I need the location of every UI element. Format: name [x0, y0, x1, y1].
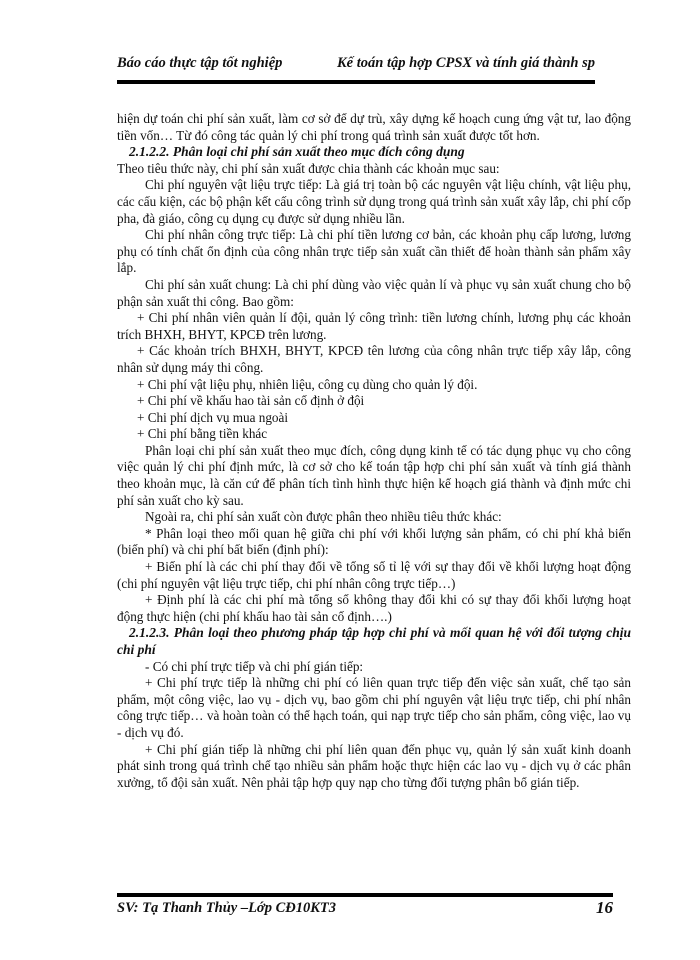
page-number: 16 — [596, 898, 613, 917]
header-rule — [117, 80, 595, 84]
list-item: + Chi phí gián tiếp là những chi phí liên quan đến phục vụ, quản lý sản xuất kinh doanh phát sinh trong quá trình chế tạo nhiều sản phẩm hoặc thực hiện các lao vụ - dịch vụ ở các phân xưởng, tổ đội sản xuất. Nên phải tập hợp quy nạp cho từng đối tượng phân bổ gián tiếp. — [117, 741, 631, 790]
section-heading-2-1-2-3: 2.1.2.3. Phân loại theo phương pháp tập hợp chi phí và mối quan hệ với đối tượng chịu chi phí — [117, 625, 631, 657]
paragraph: - Có chi phí trực tiếp và chi phí gián tiếp: — [145, 658, 364, 674]
page-body — [117, 111, 631, 791]
page-header — [117, 55, 595, 75]
list-item: + Biến phí là các chi phí thay đổi về tổng số tỉ lệ với sự thay đổi về khối lượng hoạt động (chi phí nguyên vật liệu trực tiếp, chi phí nhân công trực tiếp…) — [117, 559, 631, 591]
list-item: + Chi phí bằng tiền khác — [137, 426, 268, 442]
header-topic-title: Kế toán tập hợp CPSX và tính giá thành sp — [337, 55, 595, 71]
section-heading-2-1-2-2: 2.1.2.2. Phân loại chi phí sản xuất theo mục đích công dụng — [129, 144, 465, 160]
paragraph: Theo tiêu thức này, chi phí sản xuất được chia thành các khoản mục sau: — [117, 160, 500, 176]
paragraph: hiện dự toán chi phí sản xuất, làm cơ sở để dự trù, xây dựng kế hoạch cung ứng vật tư, lao động tiền vốn… Từ đó công tác quản lý chi phí trong quá trình sản xuất được tốt hơn. — [117, 111, 631, 143]
list-item: + Chi phí vật liệu phụ, nhiên liệu, công cụ dùng cho quản lý đội. — [137, 376, 478, 392]
paragraph: Ngoài ra, chi phí sản xuất còn được phân theo nhiều tiêu thức khác: — [145, 509, 502, 525]
paragraph: Phân loại chi phí sản xuất theo mục đích, công dụng kinh tế có tác dụng phục vụ cho công việc quản lý chi phí định mức, là cơ sở cho kế toán tập hợp chi phí sản xuất và tính giá thành theo khoản mục, là căn cứ để phân tích tình hình thực hiện kế hoạch giá thành và định mức chi phí sản xuất cho kỳ sau. — [117, 442, 631, 508]
footer-rule — [117, 893, 613, 897]
paragraph: Chi phí sản xuất chung: Là chi phí dùng vào việc quản lí và phục vụ sản xuất chung cho bộ phận sản xuất thi công. Bao gồm: — [117, 276, 631, 309]
list-item: + Chi phí nhân viên quản lí đội, quản lý công trình: tiền lương chính, lương phụ các khoản trích BHXH, BHYT, KPCĐ trên lương. — [117, 310, 631, 342]
list-item: + Các khoản trích BHXH, BHYT, KPCĐ tên lương của công nhân trực tiếp xây lắp, công nhân sử dụng máy thi công. — [117, 343, 631, 375]
footer-student-info: SV: Tạ Thanh Thủy –Lớp CĐ10KT3 — [117, 900, 337, 916]
paragraph: * Phân loại theo mối quan hệ giữa chi phí với khối lượng sản phẩm, có chi phí khả biến (biến phí) và chi phí bất biến (định phí): — [117, 525, 631, 558]
page-footer — [117, 900, 613, 920]
list-item: + Chi phí về khấu hao tài sản cố định ở đội — [137, 393, 365, 409]
list-item: + Chi phí trực tiếp là những chi phí có liên quan trực tiếp đến việc sản xuất, chế tạo sản phẩm, một công việc, lao vụ - dịch vụ, bao gồm chi phí nguyên vật liệu trực tiếp, chi phí nhân công trực tiếp… và hoàn toàn có thể hạch toán, qui nạp trực tiếp cho sản phẩm, công việc, lao vụ - dịch vụ đó. — [117, 675, 631, 740]
list-item: + Định phí là các chi phí mà tổng số không thay đổi khi có sự thay đổi khối lượng hoạt động thực hiện (chi phí khấu hao tài sản cố định….) — [117, 592, 631, 624]
paragraph: Chi phí nhân công trực tiếp: Là chi phí tiền lương cơ bản, các khoản phụ cấp lương, lương phụ có tính chất ổn định của công nhân trực tiếp sản xuất cần thiết để hoàn thành sản phẩm xây lắp. — [117, 227, 631, 276]
list-item: + Chi phí dịch vụ mua ngoài — [137, 409, 289, 425]
paragraph: Chi phí nguyên vật liệu trực tiếp: Là giá trị toàn bộ các nguyên vật liệu chính, vật liệu phụ, các cấu kiện, các bộ phận kết cấu công trình sử dụng trong quá trình sản xuất xây lắp, chi phí cốp pha, đà giáo, công cụ dụng cụ được sử dụng nhiều lần. — [117, 177, 631, 226]
header-report-title: Báo cáo thực tập tốt nghiệp — [117, 55, 283, 71]
